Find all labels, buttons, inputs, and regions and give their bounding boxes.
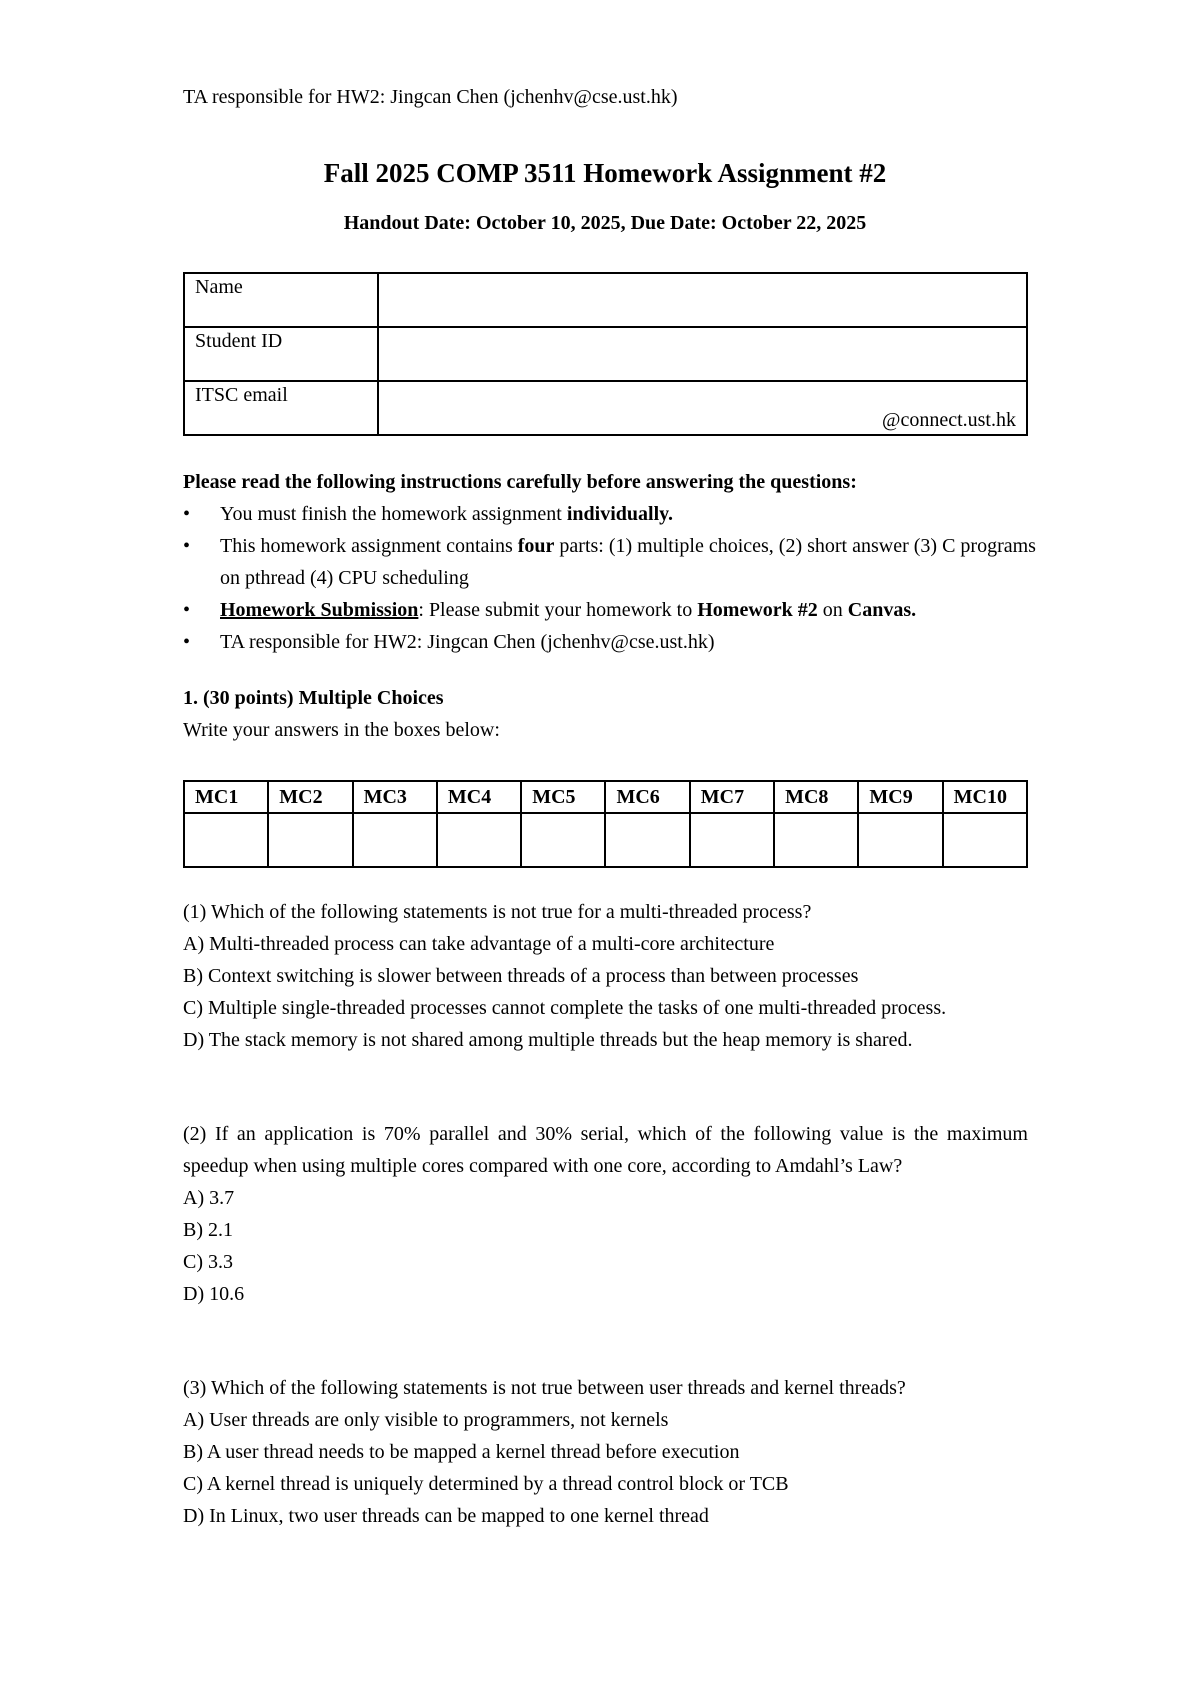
instruction-text: Please submit your homework to [423,599,698,621]
instruction-text: on [817,599,848,621]
question-3 [183,1372,1028,1532]
name-label: Name [184,273,378,327]
instructions-list [183,498,1043,658]
option-c: C) 3.3 [183,1251,233,1273]
mc-answer-cell-9[interactable] [858,813,942,867]
mc-answer-cell-1[interactable] [184,813,268,867]
mc-header-3: MC3 [353,781,437,813]
mc-header-10: MC10 [943,781,1027,813]
student-id-field[interactable] [378,327,1027,381]
mc-header-6: MC6 [605,781,689,813]
instruction-text: This homework assignment contains [220,535,518,557]
instructions-block [183,466,1043,658]
instruction-text: TA responsible for HW2: Jingcan Chen (jchenhv@cse.ust.hk) [220,631,715,653]
option-b: B) Context switching is slower between threads of a process than between processes [183,965,859,987]
mc-answer-cell-3[interactable] [353,813,437,867]
mc-answer-cell-8[interactable] [774,813,858,867]
email-label: ITSC email [184,381,378,435]
header-note: TA responsible for HW2: Jingcan Chen (jchenhv@cse.ust.hk) [183,86,678,108]
mc-answer-cell-6[interactable] [605,813,689,867]
mc-header-4: MC4 [437,781,521,813]
instruction-bold: individually. [566,503,674,525]
instruction-bold: four [517,535,555,557]
submission-label: Homework Submission [220,599,419,621]
option-d: D) 10.6 [183,1283,245,1305]
email-suffix: @connect.ust.hk [882,409,1016,431]
mc-answer-cell-2[interactable] [268,813,352,867]
question-stem: (3) Which of the following statements is not true between user threads and kernel threads? [183,1377,906,1399]
mc-answer-table [183,780,1028,868]
question-stem: (2) If an application is 70% parallel and 30% serial, which of the following value is the maximum speedup when using multiple cores compared with one core, according to Amdahl’s Law? [183,1123,1028,1177]
instruction-bold: Homework #2 [697,599,818,621]
page-title: Fall 2025 COMP 3511 Homework Assignment #2 [323,158,887,188]
question-1 [183,896,1028,1056]
option-c: C) A kernel thread is uniquely determined by a thread control block or TCB [183,1473,789,1495]
mc-header-2: MC2 [268,781,352,813]
instruction-item [183,626,1043,658]
question-stem: (1) Which of the following statements is not true for a multi-threaded process? [183,901,812,923]
email-row [184,381,1027,435]
email-field[interactable] [378,381,1027,435]
option-d: D) In Linux, two user threads can be mapped to one kernel thread [183,1505,709,1527]
mc-header-1: MC1 [184,781,268,813]
option-b: B) A user thread needs to be mapped a kernel thread before execution [183,1441,740,1463]
instruction-bold: Canvas. [847,599,917,621]
instruction-item [183,530,1043,594]
option-b: B) 2.1 [183,1219,233,1241]
section-subtitle: Write your answers in the boxes below: [183,719,500,741]
instruction-text: parts: (1) multiple choices, (2) short answer (3) C programs on pthread (4) CPU scheduling [220,535,1036,589]
mc-header-5: MC5 [521,781,605,813]
option-d: D) The stack memory is not shared among multiple threads but the heap memory is shared. [183,1029,913,1051]
instruction-item [183,498,1043,530]
instruction-text: : [418,599,424,621]
mc-header-row [184,781,1027,813]
mc-answer-cell-7[interactable] [690,813,774,867]
student-info-table [183,272,1028,436]
mc-header-9: MC9 [858,781,942,813]
assignment-dates: Handout Date: October 10, 2025, Due Date: October 22, 2025 [343,212,867,234]
student-id-label: Student ID [184,327,378,381]
name-field[interactable] [378,273,1027,327]
mc-header-7: MC7 [690,781,774,813]
mc-answer-cell-5[interactable] [521,813,605,867]
instruction-text: You must finish the homework assignment [220,503,567,525]
option-a: A) User threads are only visible to programmers, not kernels [183,1409,669,1431]
section-title: 1. (30 points) Multiple Choices [183,687,444,709]
question-2 [183,1118,1028,1310]
mc-answer-cell-10[interactable] [943,813,1027,867]
instructions-heading: Please read the following instructions carefully before answering the questions: [183,471,857,493]
mc-answer-cell-4[interactable] [437,813,521,867]
mc-header-8: MC8 [774,781,858,813]
student-id-row [184,327,1027,381]
option-a: A) Multi-threaded process can take advantage of a multi-core architecture [183,933,775,955]
option-c: C) Multiple single-threaded processes cannot complete the tasks of one multi-threaded process. [183,997,947,1019]
mc-answer-row [184,813,1027,867]
instruction-item [183,594,1043,626]
name-row [184,273,1027,327]
option-a: A) 3.7 [183,1187,235,1209]
